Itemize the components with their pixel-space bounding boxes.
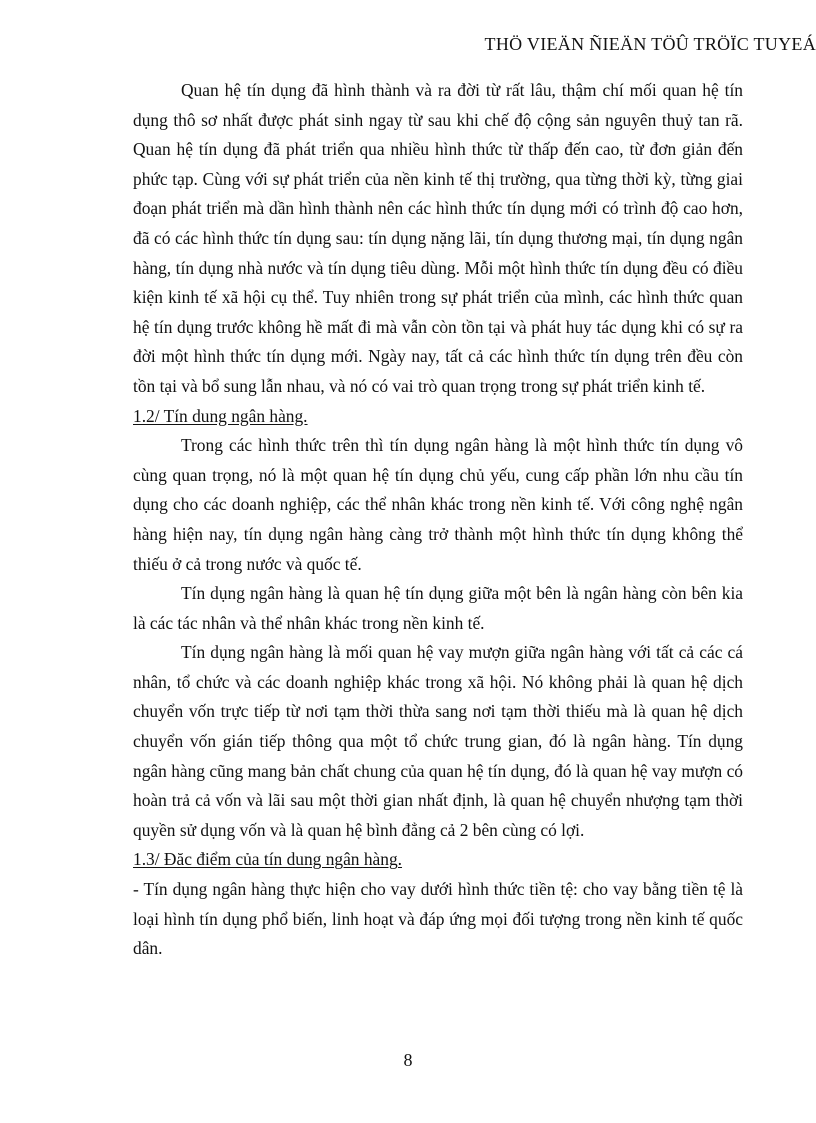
paragraph-bank-credit-feature: - Tín dụng ngân hàng thực hiện cho vay dưới hình thức tiền tệ: cho vay bằng tiền tệ là loại hình tín dụng phổ biến, linh hoạt và đáp ứng mọi đối tượng trong nền kinh tế quốc dân. xyxy=(133,879,743,959)
paragraph-bank-credit-definition: Tín dụng ngân hàng là quan hệ tín dụng giữa một bên là ngân hàng còn bên kia là các tác nhân và thể nhân khác trong nền kinh tế. xyxy=(133,583,743,633)
document-body xyxy=(133,76,743,964)
section-heading-1-3: 1.3/ Đăc điểm của tín dung ngân hàng. xyxy=(133,849,403,870)
paragraph-bank-credit-relationship: Tín dụng ngân hàng là mối quan hệ vay mượn giữa ngân hàng với tất cả các cá nhân, tổ chức và các doanh nghiệp khác trong xã hội. Nó không phải là quan hệ dịch chuyển vốn trực tiếp từ nơi tạm thời thừa sang nơi tạm thời thiếu mà là quan hệ dịch chuyển vốn gián tiếp thông qua một tổ chức trung gian, đó là ngân hàng. Tín dụng ngân hàng cũng mang bản chất chung của quan hệ tín dụng, đó là quan hệ vay mượn có hoàn trả cả vốn và lãi sau một thời gian nhất định, là quan hệ chuyển nhượng tạm thời quyền sử dụng vốn và là quan hệ bình đẳng cả 2 bên cùng có lợi. xyxy=(133,642,743,840)
page-number: 8 xyxy=(403,1050,413,1070)
paragraph-bank-credit-importance: Trong các hình thức trên thì tín dụng ngân hàng là một hình thức tín dụng vô cùng quan trọng, nó là một quan hệ tín dụng chủ yếu, cung cấp phần lớn nhu cầu tín dụng cho các doanh nghiệp, các thể nhân khác trong nền kinh tế. Với công nghệ ngân hàng hiện nay, tín dụng ngân hàng càng trở thành một hình thức tín dụng không thể thiếu ở cả trong nước và quốc tế. xyxy=(133,435,743,574)
section-heading-1-2: 1.2/ Tín dung ngân hàng. xyxy=(133,405,308,426)
page-header: THÖ VIEÄN ÑIEÄN TÖÛ TRÖÏC TUYEÁ xyxy=(484,34,816,54)
paragraph-credit-history: Quan hệ tín dụng đã hình thành và ra đời từ rất lâu, thậm chí mối quan hệ tín dụng thô sơ nhất được phát sinh ngay từ sau khi chế độ cộng sản nguyên thuỷ tan rã. Quan hệ tín dụng đã phát triển qua nhiều hình thức từ thấp đến cao, từ đơn giản đến phức tạp. Cùng với sự phát triển của nền kinh tế thị trường, qua từng thời kỳ, từng giai đoạn phát triển mà dần hình thành nên các hình thức tín dụng mới có trình độ cao hơn, đã có các hình thức tín dụng sau: tín dụng nặng lãi, tín dụng thương mại, tín dụng ngân hàng, tín dụng nhà nước và tín dụng tiêu dùng. Mỗi một hình thức tín dụng đều có điều kiện kinh tế xã hội cụ thể. Tuy nhiên trong sự phát triển của mình, các hình thức quan hệ tín dụng trước không hề mất đi mà vẫn còn tồn tại và phát huy tác dụng khi có sự ra đời một hình thức tín dụng mới. Ngày nay, tất cả các hình thức tín dụng trên đều còn tồn tại và bổ sung lẫn nhau, và nó có vai trò quan trọng trong sự phát triển kinh tế. xyxy=(133,80,743,396)
